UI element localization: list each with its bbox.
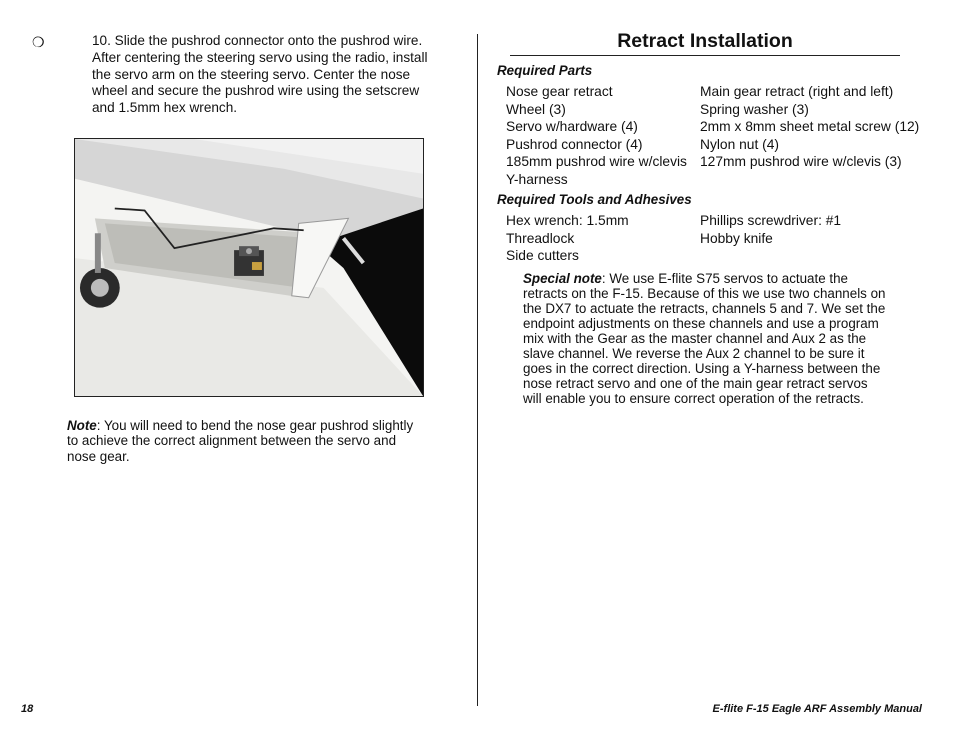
list-item: Hex wrench: 1.5mm xyxy=(506,213,629,228)
list-item: 185mm pushrod wire w/clevis xyxy=(506,154,687,169)
list-item: Spring washer (3) xyxy=(700,101,809,117)
parts-heading: Required Parts xyxy=(497,63,593,78)
note-paragraph xyxy=(67,418,427,464)
list-item xyxy=(700,171,936,189)
tools-list xyxy=(506,212,936,265)
photo-illustration xyxy=(75,139,423,396)
list-item xyxy=(700,247,936,265)
special-note-label: Special note xyxy=(523,271,602,286)
page-number: 18 xyxy=(21,703,34,715)
checkbox-bullet-icon[interactable]: ❍ xyxy=(32,34,45,50)
list-item: Nose gear retract xyxy=(506,84,613,99)
section-title: Retract Installation xyxy=(510,29,900,56)
step-text: 10. Slide the pushrod connector onto the pushrod wire. After centering the steering servo using the radio, install the servo arm on the steering servo. Center the nose wheel and secure the pushrod wire using the setscrew and 1.5mm hex wrench. xyxy=(92,33,428,116)
list-item: Servo w/hardware (4) xyxy=(506,119,638,134)
list-item: Main gear retract (right and left) xyxy=(700,84,894,99)
list-item: Hobby knife xyxy=(700,230,773,246)
list-item: Side cutters xyxy=(506,248,579,263)
special-note-text: : We use E-flite S75 servos to actuate the retracts on the F-15. Because of this we use two channels on the DX7 to actuate the retracts, channels 5 and 7. We set the endpoint adjustments on these channels and use a program mix with the Gear as the master channel and Aux 2 as the slave channel. We reverse the Aux 2 channel to be sure it goes in the correct direction. Using a Y-harness between the nose retract servo and one of the main gear retract servos will enable you to ensure correct operation of the retracts. xyxy=(523,271,886,406)
list-item: Threadlock xyxy=(506,230,575,246)
tools-heading: Required Tools and Adhesives xyxy=(497,192,692,207)
note-text: : You will need to bend the nose gear pushrod slightly to achieve the correct alignment between the servo and nose gear. xyxy=(67,418,414,464)
list-item: Y-harness xyxy=(506,171,568,187)
column-divider xyxy=(477,34,478,706)
list-item: Phillips screwdriver: #1 xyxy=(700,213,842,228)
list-item: 127mm pushrod wire w/clevis (3) xyxy=(700,154,902,169)
manual-title: E-flite F-15 Eagle ARF Assembly Manual xyxy=(712,703,922,715)
note-label: Note xyxy=(67,418,97,433)
list-item: Pushrod connector (4) xyxy=(506,136,643,152)
list-item: Wheel (3) xyxy=(506,101,566,117)
parts-list xyxy=(506,83,936,188)
nose-gear-servo-photo xyxy=(74,138,424,397)
step-10 xyxy=(22,33,442,117)
list-item: 2mm x 8mm sheet metal screw (12) xyxy=(700,119,920,134)
list-item: Nylon nut (4) xyxy=(700,136,779,152)
special-note xyxy=(523,271,889,406)
